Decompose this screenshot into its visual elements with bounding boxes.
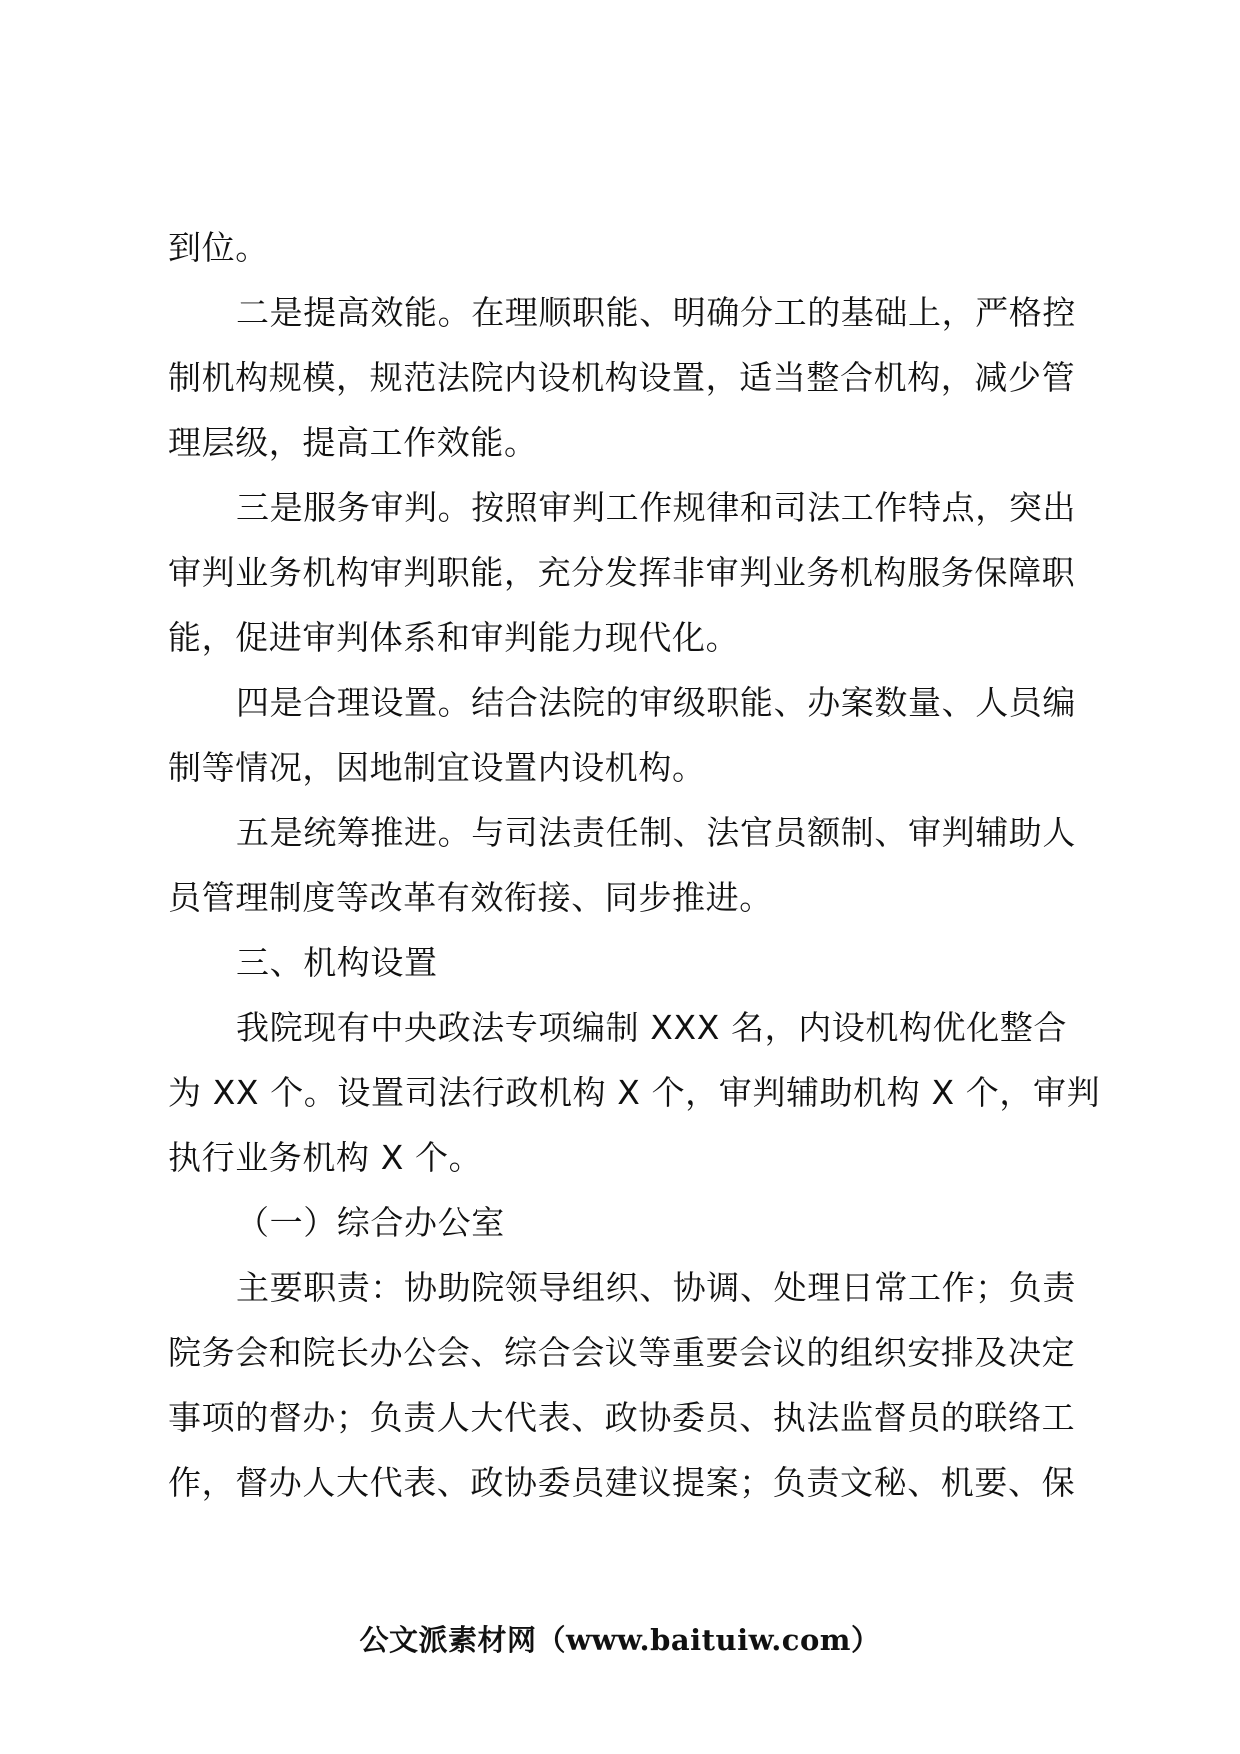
text-line: 三、机构设置: [236, 943, 438, 982]
paragraph-2: [168, 280, 1080, 475]
text-line: 执行业务机构 X 个。: [168, 1138, 483, 1177]
text-line: 制等情况，因地制宜设置内设机构。: [168, 748, 706, 787]
paragraph-5: [168, 800, 1080, 930]
paragraph-1: [168, 215, 1080, 280]
footer-watermark: 公文派素材网（www.baituiw.com）: [359, 1623, 881, 1657]
text-line: 主要职责：协助院领导组织、协调、处理日常工作；负责: [236, 1268, 1076, 1307]
text-line: 三是服务审判。按照审判工作规律和司法工作特点，突出: [236, 488, 1076, 527]
text-line: 四是合理设置。结合法院的审级职能、办案数量、人员编: [236, 683, 1076, 722]
text-line: 为 XX 个。设置司法行政机构 X 个，审判辅助机构 X 个，审判: [168, 1073, 1101, 1112]
text-line: 能，促进审判体系和审判能力现代化。: [168, 618, 740, 657]
document-body: [168, 215, 1101, 1515]
paragraph-4: [168, 670, 1080, 800]
paragraph-3: [168, 475, 1080, 670]
text-line: 员管理制度等改革有效衔接、同步推进。: [168, 878, 773, 917]
text-line: （一）综合办公室: [236, 1203, 505, 1242]
text-line: 我院现有中央政法专项编制 XXX 名，内设机构优化整合: [236, 1008, 1067, 1047]
paragraph-7: [168, 995, 1101, 1190]
text-line: 审判业务机构审判职能，充分发挥非审判业务机构服务保障职: [168, 553, 1076, 592]
section-heading: [168, 930, 1080, 995]
text-line: 到位。: [168, 228, 269, 267]
subsection-heading: [168, 1190, 1080, 1255]
text-line: 制机构规模，规范法院内设机构设置，适当整合机构，减少管: [168, 358, 1076, 397]
text-line: 作，督办人大代表、政协委员建议提案；负责文秘、机要、保: [168, 1463, 1076, 1502]
text-line: 事项的督办；负责人大代表、政协委员、执法监督员的联络工: [168, 1398, 1076, 1437]
text-line: 二是提高效能。在理顺职能、明确分工的基础上，严格控: [236, 293, 1076, 332]
text-line: 理层级，提高工作效能。: [168, 423, 538, 462]
paragraph-9: [168, 1255, 1080, 1515]
text-line: 五是统筹推进。与司法责任制、法官员额制、审判辅助人: [236, 813, 1076, 852]
text-line: 院务会和院长办公会、综合会议等重要会议的组织安排及决定: [168, 1333, 1076, 1372]
